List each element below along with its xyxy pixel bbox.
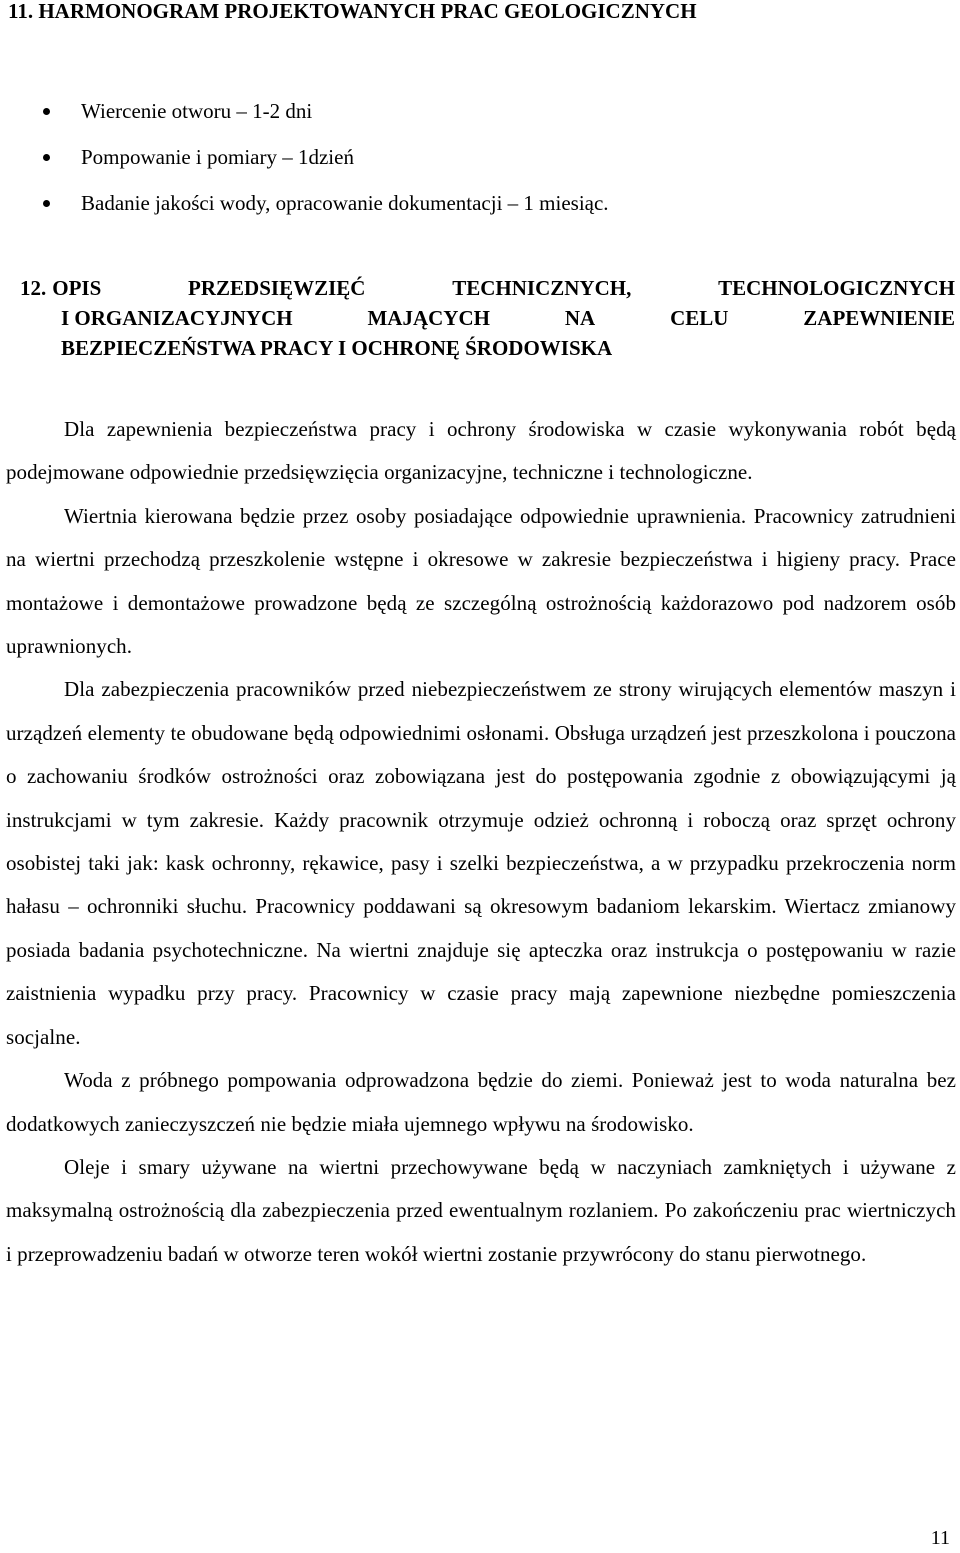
heading-word: PRZEDSIĘWZIĘĆ xyxy=(188,276,366,300)
list-item-text: Pompowanie i pomiary – 1dzień xyxy=(81,145,354,169)
body-text xyxy=(6,408,956,1276)
heading-word: CELU xyxy=(670,306,729,330)
schedule-list xyxy=(0,91,609,229)
paragraph: Dla zabezpieczenia pracowników przed niebezpieczeństwem ze strony wirujących elementów maszyn i urządzeń elementy te obudowane będą odpowiednimi osłonami. Obsługa urządzeń jest przeszkolona i pouczona o zachowaniu środków ostrożności oraz zobowiązana jest do postępowania zgodnie z obowiązującymi ją instrukcjami w tym zakresie. Każdy pracownik otrzymuje odzież ochronną i roboczą oraz sprzęt ochrony osobistej taki jak: kask ochronny, rękawice, pasy i szelki bezpieczeństwa, a w przypadku przekroczenia norm hałasu – ochronniki słuchu. Pracownicy poddawani są okresowym badaniom lekarskim. Wiertacz zmianowy posiada badania psychotechniczne. Na wiertni znajduje się apteczka oraz instrukcja o postępowaniu w razie zaistnienia wypadku przy pracy. Pracownicy w czasie pracy mają zapewnione niezbędne pomieszczenia socjalne. xyxy=(6,677,956,1049)
paragraph: Dla zapewnienia bezpieczeństwa pracy i ochrony środowiska w czasie wykonywania robót będą podejmowane odpowiednie przedsięwzięcia organizacyjne, techniczne i technologiczne. xyxy=(6,417,956,485)
paragraph: Wiertnia kierowana będzie przez osoby posiadające odpowiednie uprawnienia. Pracownicy zatrudnieni na wiertni przechodzą przeszkolenie wstępne i okresowe w zakresie bezpieczeństwa i higieny pracy. Prace montażowe i demontażowe prowadzone będą ze szczególną ostrożnością każdorazowo pod nadzorem osób uprawnionych. xyxy=(6,503,956,659)
list-item xyxy=(0,137,609,183)
heading-word: MAJĄCYCH xyxy=(367,306,490,330)
page-number: 11 xyxy=(930,1527,950,1549)
section-number: 12. xyxy=(20,276,47,300)
section-11-heading: 11. HARMONOGRAM PROJEKTOWANYCH PRAC GEOLOGICZNYCH xyxy=(8,0,697,23)
heading-line xyxy=(20,273,955,303)
heading-word: NA xyxy=(564,306,596,330)
heading-word: TECHNOLOGICZNYCH xyxy=(718,276,955,300)
paragraph: Oleje i smary używane na wiertni przechowywane będą w naczyniach zamkniętych i używane z maksymalną ostrożnością dla zabezpieczenia przed ewentualnym rozlaniem. Po zakończeniu prac wiertniczych i przeprowadzeniu badań w otworze teren wokół wiertni zostanie przywrócony do stanu pierwotnego. xyxy=(6,1154,956,1266)
bullet-icon xyxy=(43,200,50,207)
heading-line: BEZPIECZEŃSTWA PRACY I OCHRONĘ ŚRODOWISKA xyxy=(61,336,613,360)
list-item xyxy=(0,183,609,229)
list-item xyxy=(0,91,609,137)
bullet-icon xyxy=(43,154,50,161)
paragraph: Woda z próbnego pompowania odprowadzona będzie do ziemi. Ponieważ jest to woda naturalna bez dodatkowych zanieczyszczeń nie będzie miała ujemnego wpływu na środowisko. xyxy=(6,1068,956,1136)
section-12-heading xyxy=(20,273,955,363)
list-item-text: Badanie jakości wody, opracowanie dokumentacji – 1 miesiąc. xyxy=(81,191,609,215)
heading-word-text: OPIS xyxy=(52,276,102,300)
heading-word: I ORGANIZACYJNYCH xyxy=(61,306,293,330)
heading-word xyxy=(20,273,101,303)
heading-word: TECHNICZNYCH, xyxy=(452,276,632,300)
heading-line xyxy=(61,303,955,333)
heading-word: ZAPEWNIENIE xyxy=(803,306,955,330)
list-item-text: Wiercenie otworu – 1-2 dni xyxy=(81,99,313,123)
bullet-icon xyxy=(43,108,50,115)
